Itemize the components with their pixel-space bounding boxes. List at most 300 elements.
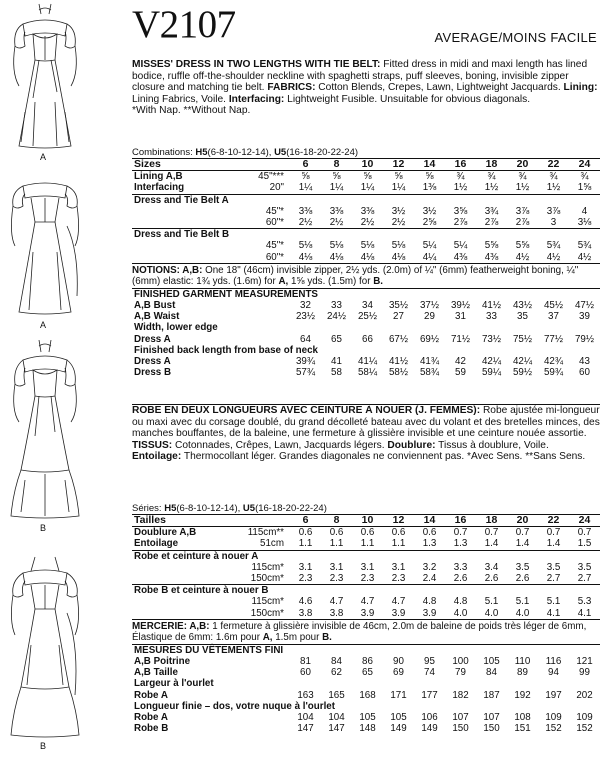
value-cell: 35½ xyxy=(388,300,409,312)
combo-u5: U5 xyxy=(274,147,287,158)
series-u5: U5 xyxy=(242,503,256,514)
value-cell: 41¼ xyxy=(357,356,378,368)
fgm-title: FINISHED GARMENT MEASUREMENTS xyxy=(134,288,318,300)
row-unit: 45"*** xyxy=(258,171,284,183)
value-cell: 107 xyxy=(452,712,469,724)
value-cell: 4½ xyxy=(577,251,592,263)
value-cell: 4⅜ xyxy=(453,251,468,263)
spacer xyxy=(278,300,290,311)
fgm-title: MESURES DU VÊTEMENTS FINI xyxy=(134,644,284,656)
spacer xyxy=(280,712,290,723)
value-cell: 84 xyxy=(486,667,497,679)
value-cell: 3⅝ xyxy=(453,205,468,217)
value-cell: 2.4 xyxy=(422,573,437,585)
value-cell: 4.7 xyxy=(360,596,375,608)
value-cell: 1.5 xyxy=(577,538,592,550)
yardage-row xyxy=(132,562,600,573)
tissus-label: TISSUS: xyxy=(132,439,173,451)
value-cell: 5⅛ xyxy=(329,240,344,252)
value-cell: 5¾ xyxy=(546,240,561,252)
fgm-title-row xyxy=(132,289,600,300)
value-cell: 149 xyxy=(421,723,438,735)
value-cell: 3.9 xyxy=(391,607,406,619)
description-body: Fitted dress in midi and maxi length has lined bodice, ruffle off-the-shoulder neckline with spaghetti straps, puff sleeves, boning, invisible zipper closure and matching tie belt. xyxy=(132,59,588,94)
size-table xyxy=(132,158,600,263)
value-cell: 2.3 xyxy=(360,573,375,585)
measurement-label: Robe A xyxy=(134,712,168,724)
value-cell: 79½ xyxy=(574,333,595,345)
value-cell: 3.5 xyxy=(546,561,561,573)
value-cell: 106 xyxy=(421,712,438,724)
value-cell: 32 xyxy=(300,300,311,312)
value-cell: 3.8 xyxy=(329,607,344,619)
sub-heading: Largeur à l'ourlet xyxy=(134,678,214,690)
value-cell: 4.7 xyxy=(391,596,406,608)
value-cell: 2.7 xyxy=(577,573,592,585)
value-cell: 0.6 xyxy=(298,527,313,539)
value-cell: 10 xyxy=(352,159,383,171)
doublure-text: Tissus à doublure, Voile. xyxy=(435,439,549,451)
spacer xyxy=(132,562,227,573)
interfacing-label: Interfacing: xyxy=(228,93,285,105)
notions-text2: 1⅝ yds. (1.5m) for xyxy=(288,275,374,287)
value-cell: 4.6 xyxy=(298,596,313,608)
value-cell: 109 xyxy=(545,712,562,724)
value-cell: 67½ xyxy=(388,333,409,345)
value-cell: ¾ xyxy=(487,171,496,183)
value-cell: 27 xyxy=(393,311,404,323)
value-cell: 2½ xyxy=(391,217,406,229)
value-cell: 74 xyxy=(424,667,435,679)
row-unit: 20" xyxy=(269,182,284,194)
finished-measurements-table-fr xyxy=(132,645,600,735)
value-cell: 5¼ xyxy=(422,240,437,252)
value-cell: 3 xyxy=(550,217,557,229)
value-cell: 104 xyxy=(297,712,314,724)
value-cell: 99 xyxy=(579,667,590,679)
value-cell: 165 xyxy=(328,689,345,701)
value-cell: 1.4 xyxy=(484,538,499,550)
description-fr xyxy=(132,404,600,463)
figure-label: B xyxy=(40,741,47,751)
spacer xyxy=(132,573,227,585)
measurement-label: Dress A xyxy=(134,356,171,368)
value-cell: 3.4 xyxy=(484,561,499,573)
row-unit: 115cm* xyxy=(251,596,284,608)
value-cell: ⅝ xyxy=(394,171,403,183)
value-cell: 77½ xyxy=(543,333,564,345)
yardage-table-en xyxy=(132,147,600,378)
dress-a-front-illustration xyxy=(5,2,85,152)
value-cell: 3½ xyxy=(391,205,406,217)
value-cell: 2.7 xyxy=(546,573,561,585)
value-cell: 39¾ xyxy=(295,356,316,368)
value-cell: 168 xyxy=(359,689,376,701)
size-table-fr xyxy=(132,514,600,619)
sizes-label: Sizes xyxy=(132,159,229,171)
combo-h5-range: (6-8-10-12-14), xyxy=(207,147,272,158)
yardage-row xyxy=(132,240,600,251)
value-cell: 202 xyxy=(576,689,593,701)
measurement-label: A,B Waist xyxy=(134,311,180,323)
value-cell: 4.7 xyxy=(329,596,344,608)
measurement-label: A,B Bust xyxy=(134,300,176,312)
value-cell: 100 xyxy=(452,656,469,668)
value-cell: 1½ xyxy=(515,182,530,194)
value-cell: 0.6 xyxy=(360,527,375,539)
sizes-header-row xyxy=(132,515,600,527)
value-cell: 0.7 xyxy=(577,527,592,539)
value-cell: 147 xyxy=(297,723,314,735)
value-cell: 34 xyxy=(362,300,373,312)
spacer xyxy=(229,159,290,171)
dress-a-back-illustration xyxy=(5,172,85,320)
value-cell: 4.8 xyxy=(422,596,437,608)
value-cell: 4.0 xyxy=(515,607,530,619)
illustration-column xyxy=(0,0,128,767)
value-cell: 1.3 xyxy=(422,538,437,550)
dress-b-front-illustration xyxy=(5,340,85,520)
value-cell: 41¾ xyxy=(419,356,440,368)
value-cell: 1.1 xyxy=(298,538,313,550)
value-cell: 12 xyxy=(383,159,414,171)
spacer xyxy=(132,608,227,619)
value-cell: 105 xyxy=(483,656,500,668)
value-cell: 59¾ xyxy=(543,367,564,379)
value-cell: 3¾ xyxy=(484,205,499,217)
value-cell: 177 xyxy=(421,689,438,701)
description-fr-title: ROBE EN DEUX LONGUEURS AVEC CEINTURE À NOUER (J. FEMMES): xyxy=(132,405,481,416)
value-cell: 152 xyxy=(545,723,562,735)
value-cell: 89 xyxy=(517,667,528,679)
fabrics-label: FABRICS: xyxy=(267,82,316,94)
value-cell: 90 xyxy=(393,656,404,668)
pattern-number: V2107 xyxy=(132,3,236,46)
series-h5: H5 xyxy=(164,503,177,514)
spacer xyxy=(278,356,290,367)
combo-h5: H5 xyxy=(195,147,208,158)
value-cell: ¾ xyxy=(549,171,558,183)
value-cell: 147 xyxy=(328,723,345,735)
mercerie-b: B. xyxy=(322,631,332,643)
value-cell: 3.5 xyxy=(515,561,530,573)
value-cell: 42¼ xyxy=(481,356,502,368)
value-cell: 4⅜ xyxy=(484,251,499,263)
value-cell: 81 xyxy=(300,656,311,668)
difficulty-label: AVERAGE/MOINS FACILE xyxy=(434,30,597,45)
doublure-label: Doublure: xyxy=(387,439,436,451)
value-cell: 5⅛ xyxy=(360,240,375,252)
value-cell: 4.0 xyxy=(453,607,468,619)
fabrics-text: Cotton Blends, Crepes, Lawn, Lightweight Jacquards. xyxy=(315,82,561,94)
spacer xyxy=(132,206,229,217)
value-cell: 150 xyxy=(483,723,500,735)
value-cell: 24½ xyxy=(326,311,347,323)
measurement-row xyxy=(132,356,600,367)
value-cell: 4⅛ xyxy=(360,251,375,263)
value-cell: 59 xyxy=(455,367,466,379)
value-cell: 0.7 xyxy=(453,527,468,539)
row-unit: 115cm* xyxy=(251,561,284,573)
value-cell: 110 xyxy=(514,656,531,668)
spacer xyxy=(132,217,229,229)
value-cell: 3.1 xyxy=(329,561,344,573)
measurement-row xyxy=(132,367,600,378)
description-fr-body: Robe ajustée mi-longueur ou maxi avec du corsage doublé, du grand décolleté bateau avec du volant et des bretelles minces, des manches bouffantes, de la baleine, une fermeture à glissière invisible et une ceinture nouée assortie. xyxy=(132,405,600,440)
row-unit: 115cm** xyxy=(247,527,284,539)
value-cell: 3⅞ xyxy=(546,205,561,217)
notions-b: B. xyxy=(373,275,384,287)
interfacing-text: Lightweight Fusible. Unsuitable for obvious diagonals. xyxy=(284,93,531,105)
row-unit: 150cm* xyxy=(250,607,284,619)
value-cell: 8 xyxy=(321,515,352,527)
value-cell: 2⅞ xyxy=(453,217,468,229)
value-cell: 42¼ xyxy=(512,356,533,368)
measurement-label: Robe B xyxy=(134,723,169,735)
value-cell: 2.6 xyxy=(453,573,468,585)
value-cell: 60 xyxy=(579,367,590,379)
value-cell: 58¾ xyxy=(419,367,440,379)
value-cell: 0.7 xyxy=(484,527,499,539)
value-cell: 0.7 xyxy=(546,527,561,539)
value-cell: 2.3 xyxy=(298,573,313,585)
value-cell: 5¼ xyxy=(453,240,468,252)
value-cell: 192 xyxy=(514,689,531,701)
value-cell: 5⅝ xyxy=(484,240,499,252)
section-row xyxy=(132,585,600,597)
row-unit: 60"* xyxy=(265,251,284,263)
fgm-title-row xyxy=(132,645,600,656)
value-cell: 2⅝ xyxy=(422,217,437,229)
value-cell: 4.0 xyxy=(484,607,499,619)
value-cell: 163 xyxy=(297,689,314,701)
value-cell: 0.6 xyxy=(422,527,437,539)
value-cell: 2½ xyxy=(360,217,375,229)
value-cell: 4⅛ xyxy=(298,251,313,263)
dress-b-back-illustration xyxy=(5,555,85,740)
nap-note: *With Nap. **Without Nap. xyxy=(132,105,251,117)
value-cell: 25½ xyxy=(357,311,378,323)
spacer xyxy=(227,515,290,527)
measurement-label: A,B Taille xyxy=(134,667,178,679)
value-cell: 121 xyxy=(576,656,593,668)
yardage-row xyxy=(132,252,600,263)
value-cell: 10 xyxy=(352,515,383,527)
value-cell: 108 xyxy=(514,712,531,724)
value-cell: 116 xyxy=(545,656,562,668)
yardage-row xyxy=(132,573,600,585)
value-cell: 79 xyxy=(455,667,466,679)
value-cell: 4⅛ xyxy=(391,251,406,263)
value-cell: 3⅜ xyxy=(329,205,344,217)
value-cell: 39½ xyxy=(450,300,471,312)
value-cell: 3⅜ xyxy=(360,205,375,217)
value-cell: 23½ xyxy=(295,311,316,323)
value-cell: 64 xyxy=(300,333,311,345)
value-cell: 150 xyxy=(452,723,469,735)
measurement-label: Robe A xyxy=(134,689,168,701)
row-unit: 45"* xyxy=(265,205,284,217)
value-cell: 3½ xyxy=(422,205,437,217)
value-cell: 1.4 xyxy=(515,538,530,550)
measurement-row xyxy=(132,723,600,734)
value-cell: 4½ xyxy=(546,251,561,263)
value-cell: 3.2 xyxy=(422,561,437,573)
value-cell: 187 xyxy=(483,689,500,701)
series-line xyxy=(132,503,600,514)
value-cell: 58¼ xyxy=(357,367,378,379)
value-cell: 4.8 xyxy=(453,596,468,608)
value-cell: 18 xyxy=(476,515,507,527)
value-cell: 41½ xyxy=(481,300,502,312)
value-cell: 95 xyxy=(424,656,435,668)
value-cell: 3⅞ xyxy=(515,205,530,217)
description-title: MISSES' DRESS IN TWO LENGTHS WITH TIE BELT: xyxy=(132,59,381,70)
value-cell: 73½ xyxy=(481,333,502,345)
series-h5-range: (6-8-10-12-14), xyxy=(176,503,241,514)
value-cell: 57¾ xyxy=(295,367,316,379)
measurement-row xyxy=(132,690,600,701)
value-cell: ¾ xyxy=(456,171,465,183)
value-cell: 3.3 xyxy=(453,561,468,573)
value-cell: 107 xyxy=(483,712,500,724)
value-cell: ¾ xyxy=(580,171,589,183)
value-cell: 18 xyxy=(476,159,507,171)
yardage-row xyxy=(132,596,600,607)
row-label: Lining A,B xyxy=(134,171,183,183)
value-cell: 5.1 xyxy=(515,596,530,608)
row-unit: 150cm* xyxy=(250,573,284,585)
yardage-row xyxy=(132,608,600,619)
value-cell: 16 xyxy=(445,159,476,171)
value-cell: 5¾ xyxy=(577,240,592,252)
value-cell: 1.1 xyxy=(391,538,406,550)
sub-heading: Finished back length from base of neck xyxy=(134,344,319,356)
value-cell: 22 xyxy=(538,159,569,171)
value-cell: 2½ xyxy=(329,217,344,229)
section-row xyxy=(132,229,600,241)
value-cell: 0.6 xyxy=(391,527,406,539)
value-cell: ⅝ xyxy=(425,171,434,183)
row-unit: 51cm xyxy=(260,538,284,550)
value-cell: 3⅛ xyxy=(577,217,592,229)
value-cell: 5⅛ xyxy=(391,240,406,252)
value-cell: 148 xyxy=(359,723,376,735)
value-cell: 24 xyxy=(569,515,600,527)
row-unit: 45"* xyxy=(265,240,284,252)
section-label: Dress and Tie Belt A xyxy=(132,194,600,206)
value-cell: 20 xyxy=(507,515,538,527)
measurement-label: Dress A xyxy=(134,333,171,345)
value-cell: 3.9 xyxy=(422,607,437,619)
sub-heading-row xyxy=(132,345,600,356)
value-cell: ¾ xyxy=(518,171,527,183)
yardage-row xyxy=(132,206,600,217)
value-cell: 42¾ xyxy=(543,356,564,368)
value-cell: 1¼ xyxy=(329,182,344,194)
value-cell: 4.1 xyxy=(577,607,592,619)
value-cell: 3.8 xyxy=(298,607,313,619)
value-cell: 5.3 xyxy=(577,596,592,608)
value-cell: 2.6 xyxy=(484,573,499,585)
value-cell: ⅝ xyxy=(301,171,310,183)
entoilage-label: Entoilage: xyxy=(132,451,182,463)
value-cell: 84 xyxy=(331,656,342,668)
measurement-row xyxy=(132,712,600,723)
value-cell: 1¼ xyxy=(298,182,313,194)
mercerie-text: 1 fermeture à glissière invisible de 46cm, 2.0m de baleine de poids très léger de 6mm, Élastique de 6mm: 1.6m pour xyxy=(132,620,587,643)
value-cell: 94 xyxy=(548,667,559,679)
section-label: Dress and Tie Belt B xyxy=(132,229,600,241)
value-cell: 33 xyxy=(486,311,497,323)
entoilage-text: Thermocollant léger. Grandes diagonales ne conviennent pas. *Avec Sens. **Sans Sens. xyxy=(181,451,586,463)
value-cell: 1.3 xyxy=(453,538,468,550)
value-cell: 1¼ xyxy=(360,182,375,194)
value-cell: 59½ xyxy=(512,367,533,379)
value-cell: 86 xyxy=(362,656,373,668)
value-cell: 1½ xyxy=(453,182,468,194)
spacer xyxy=(278,311,290,322)
lining-label: Lining: xyxy=(563,82,598,94)
value-cell: 4½ xyxy=(515,251,530,263)
value-cell: 0.7 xyxy=(515,527,530,539)
row-unit: 60"* xyxy=(265,217,284,229)
yardage-row xyxy=(132,538,600,550)
value-cell: 105 xyxy=(390,712,407,724)
value-cell: 197 xyxy=(545,689,562,701)
value-cell: 105 xyxy=(359,712,376,724)
value-cell: 4⅛ xyxy=(329,251,344,263)
value-cell: 104 xyxy=(328,712,345,724)
value-cell: 58½ xyxy=(388,367,409,379)
value-cell: 2⅞ xyxy=(484,217,499,229)
value-cell: 2⅞ xyxy=(515,217,530,229)
sizes-header-row xyxy=(132,159,600,171)
value-cell: 3.1 xyxy=(391,561,406,573)
value-cell: 37 xyxy=(548,311,559,323)
finished-measurements-table xyxy=(132,289,600,379)
value-cell: 31 xyxy=(455,311,466,323)
notions-label: NOTIONS: A,B: xyxy=(132,264,203,276)
measurement-row xyxy=(132,300,600,311)
spacer xyxy=(280,723,290,734)
value-cell: 152 xyxy=(576,723,593,735)
value-cell: 149 xyxy=(390,723,407,735)
value-cell: 5⅝ xyxy=(515,240,530,252)
value-cell: 5.1 xyxy=(546,596,561,608)
value-cell: 4 xyxy=(581,205,588,217)
figure-label: A xyxy=(40,152,47,162)
spacer xyxy=(280,656,290,667)
value-cell: 12 xyxy=(383,515,414,527)
value-cell: 3.5 xyxy=(577,561,592,573)
measurement-row xyxy=(132,334,600,345)
value-cell: 171 xyxy=(390,689,407,701)
value-cell: 14 xyxy=(414,515,445,527)
yardage-row xyxy=(132,217,600,229)
value-cell: 3⅜ xyxy=(298,205,313,217)
value-cell: 41 xyxy=(331,356,342,368)
value-cell: 65 xyxy=(362,667,373,679)
sub-heading: Width, lower edge xyxy=(134,322,218,334)
value-cell: 62 xyxy=(331,667,342,679)
value-cell: 35 xyxy=(517,311,528,323)
value-cell: 109 xyxy=(576,712,593,724)
value-cell: 6 xyxy=(290,515,321,527)
spacer xyxy=(132,596,227,607)
measurement-row xyxy=(132,667,600,678)
series-label: Séries: xyxy=(132,503,162,514)
